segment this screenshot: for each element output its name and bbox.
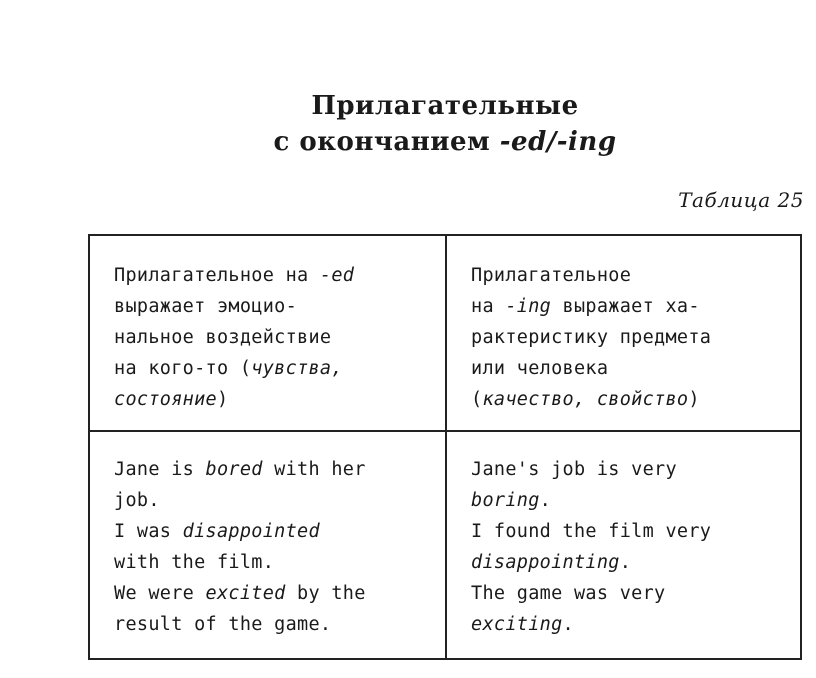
- cell-line: [114, 485, 435, 516]
- italic-text: boring: [471, 490, 540, 511]
- text-segment: выражает эмоцио-: [114, 296, 298, 317]
- cell-line: [471, 384, 790, 415]
- text-segment: .: [619, 552, 632, 573]
- text-segment: Прилагательное: [471, 265, 632, 286]
- text-segment: The game was very: [471, 583, 666, 604]
- text-segment: Jane is: [114, 459, 206, 480]
- cell-line: [471, 485, 790, 516]
- italic-text: чувства,: [251, 358, 343, 379]
- italic-text: -ing: [505, 296, 552, 317]
- italic-text: exciting: [471, 614, 563, 635]
- text-segment: .: [562, 614, 574, 635]
- cell-line: [471, 291, 790, 322]
- text-segment: на кого-то (: [114, 358, 252, 379]
- adjectives-table: [88, 234, 802, 660]
- cell-line: [114, 516, 435, 547]
- text-segment: Прилагательное на: [114, 265, 320, 286]
- text-segment: .: [539, 490, 552, 511]
- ed-examples-cell: [90, 432, 447, 658]
- text-segment: (: [471, 389, 483, 410]
- cell-line: [114, 578, 435, 609]
- text-segment: I was: [114, 521, 183, 542]
- title-line-1: Прилагательные: [311, 91, 579, 121]
- text-segment: result of the game.: [114, 614, 332, 635]
- text-segment: with the film.: [114, 552, 275, 573]
- title-line-2: [0, 124, 816, 160]
- table-label: Таблица 25: [678, 188, 804, 212]
- text-segment: We were: [114, 583, 206, 604]
- cell-line: [114, 322, 435, 353]
- italic-text: disappointed: [182, 521, 320, 542]
- text-segment: I found the film very: [471, 521, 712, 542]
- text-segment: Jane's job is very: [471, 459, 677, 480]
- cell-line: [471, 322, 790, 353]
- italic-text: качество, свойство: [482, 389, 689, 410]
- italic-text: -ed: [319, 265, 355, 286]
- text-segment: на: [471, 296, 506, 317]
- text-segment: или человека: [471, 358, 609, 379]
- text-segment: нальное воздействие: [114, 327, 332, 348]
- ing-examples-cell: [447, 432, 800, 658]
- cell-line: [114, 547, 435, 578]
- cell-line: [471, 454, 790, 485]
- cell-line: [471, 516, 790, 547]
- cell-line: [114, 454, 435, 485]
- cell-line: [471, 547, 790, 578]
- text-segment: ): [688, 389, 700, 410]
- cell-line: [471, 260, 790, 291]
- cell-line: [114, 353, 435, 384]
- cell-line: [471, 609, 790, 640]
- cell-line: [114, 609, 435, 640]
- text-segment: by the: [285, 583, 366, 604]
- italic-text: excited: [205, 583, 286, 604]
- ing-rule-cell: [447, 236, 800, 432]
- page-title: [0, 88, 816, 160]
- ed-rule-cell: [90, 236, 447, 432]
- text-segment: job.: [114, 490, 160, 511]
- title-line-2-suffix: -ed/-ing: [499, 127, 617, 157]
- italic-text: disappointing: [471, 552, 620, 573]
- cell-line: [114, 260, 435, 291]
- cell-line: [114, 384, 435, 415]
- italic-text: состояние: [114, 389, 217, 410]
- italic-text: bored: [205, 459, 263, 480]
- title-line-2-prefix: с окончанием: [273, 127, 500, 157]
- cell-line: [471, 578, 790, 609]
- text-segment: with her: [262, 459, 366, 480]
- text-segment: выражает ха-: [551, 296, 700, 317]
- text-segment: рактеристику предмета: [471, 327, 712, 348]
- cell-line: [114, 291, 435, 322]
- cell-line: [471, 353, 790, 384]
- text-segment: ): [216, 389, 229, 410]
